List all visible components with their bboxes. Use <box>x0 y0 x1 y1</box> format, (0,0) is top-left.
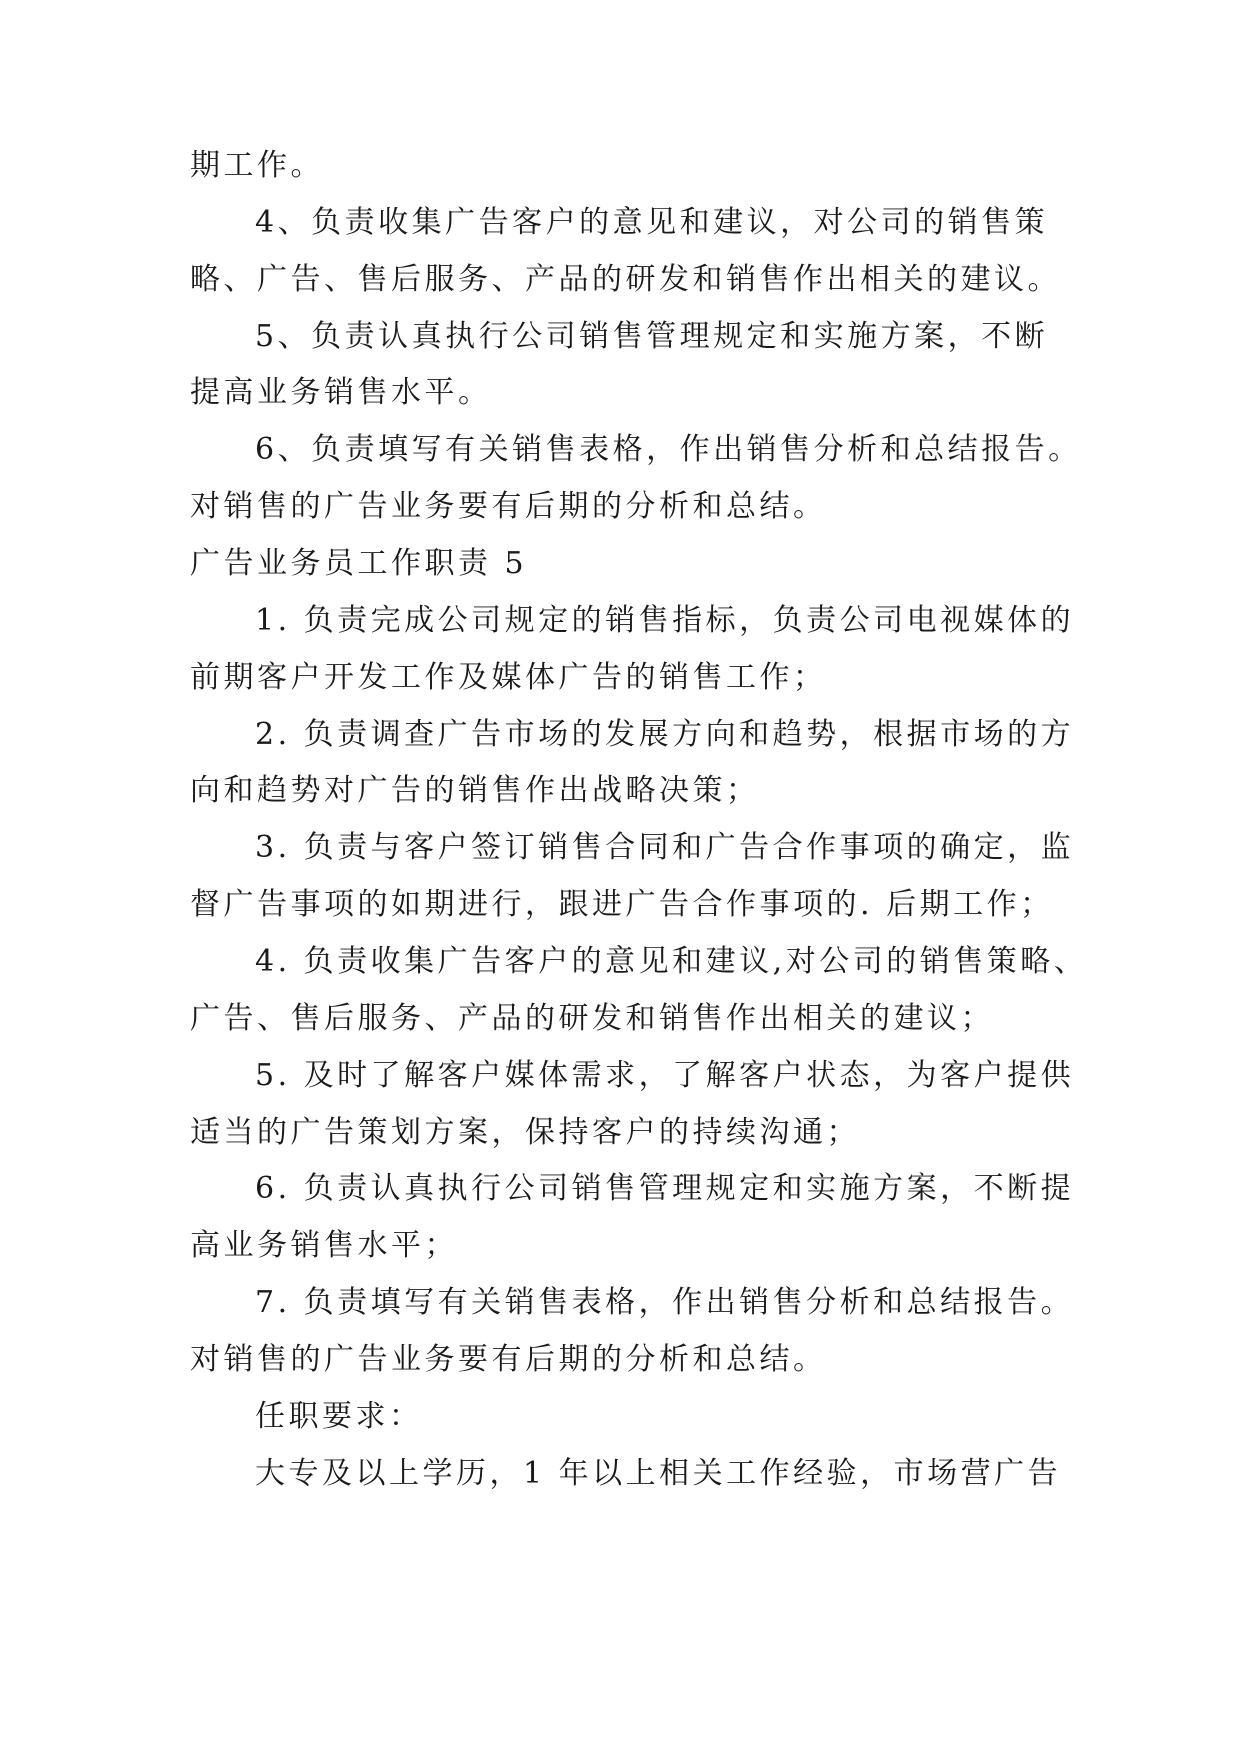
section-heading: 广告业务员工作职责 5 <box>190 546 528 581</box>
text-line: 大专及以上学历，1 年以上相关工作经验，市场营广告 <box>255 1456 1062 1491</box>
text-line: 向和趋势对广告的销售作出战略决策； <box>190 773 760 808</box>
text-line: 提高业务销售水平。 <box>190 375 492 410</box>
text-line: 2. 负责调查广告市场的发展方向和趋势，根据市场的方 <box>255 717 1075 752</box>
text-line: 5. 及时了解客户媒体需求，了解客户状态，为客户提供 <box>255 1058 1075 1093</box>
text-line: 略、广告、售后服务、产品的研发和销售作出相关的建议。 <box>190 262 1061 297</box>
text-line: 期工作。 <box>190 148 324 183</box>
text-line: 4、负责收集广告客户的意见和建议，对公司的销售策 <box>255 205 1049 240</box>
text-line: 高业务销售水平； <box>190 1228 458 1263</box>
text-line: 对销售的广告业务要有后期的分析和总结。 <box>190 1342 827 1377</box>
text-line: 6、负责填写有关销售表格，作出销售分析和总结报告。 <box>255 432 1082 467</box>
text-line: 5、负责认真执行公司销售管理规定和实施方案，不断 <box>255 319 1049 354</box>
subheading-requirements: 任职要求： <box>255 1399 423 1434</box>
text-line: 1. 负责完成公司规定的销售指标，负责公司电视媒体的 <box>255 603 1075 638</box>
text-line: 适当的广告策划方案，保持客户的持续沟通； <box>190 1115 860 1150</box>
text-line: 对销售的广告业务要有后期的分析和总结。 <box>190 489 827 524</box>
text-line: 督广告事项的如期进行，跟进广告合作事项的. 后期工作； <box>190 887 1054 922</box>
text-line: 广告、售后服务、产品的研发和销售作出相关的建议； <box>190 1001 994 1036</box>
text-line: 6. 负责认真执行公司销售管理规定和实施方案，不断提 <box>255 1171 1075 1206</box>
text-line: 前期客户开发工作及媒体广告的销售工作； <box>190 660 827 695</box>
text-line: 4. 负责收集广告客户的意见和建议,对公司的销售策略、 <box>255 944 1088 979</box>
text-line: 3. 负责与客户签订销售合同和广告合作事项的确定，监 <box>255 830 1075 865</box>
text-line: 7. 负责填写有关销售表格，作出销售分析和总结报告。 <box>255 1285 1075 1320</box>
